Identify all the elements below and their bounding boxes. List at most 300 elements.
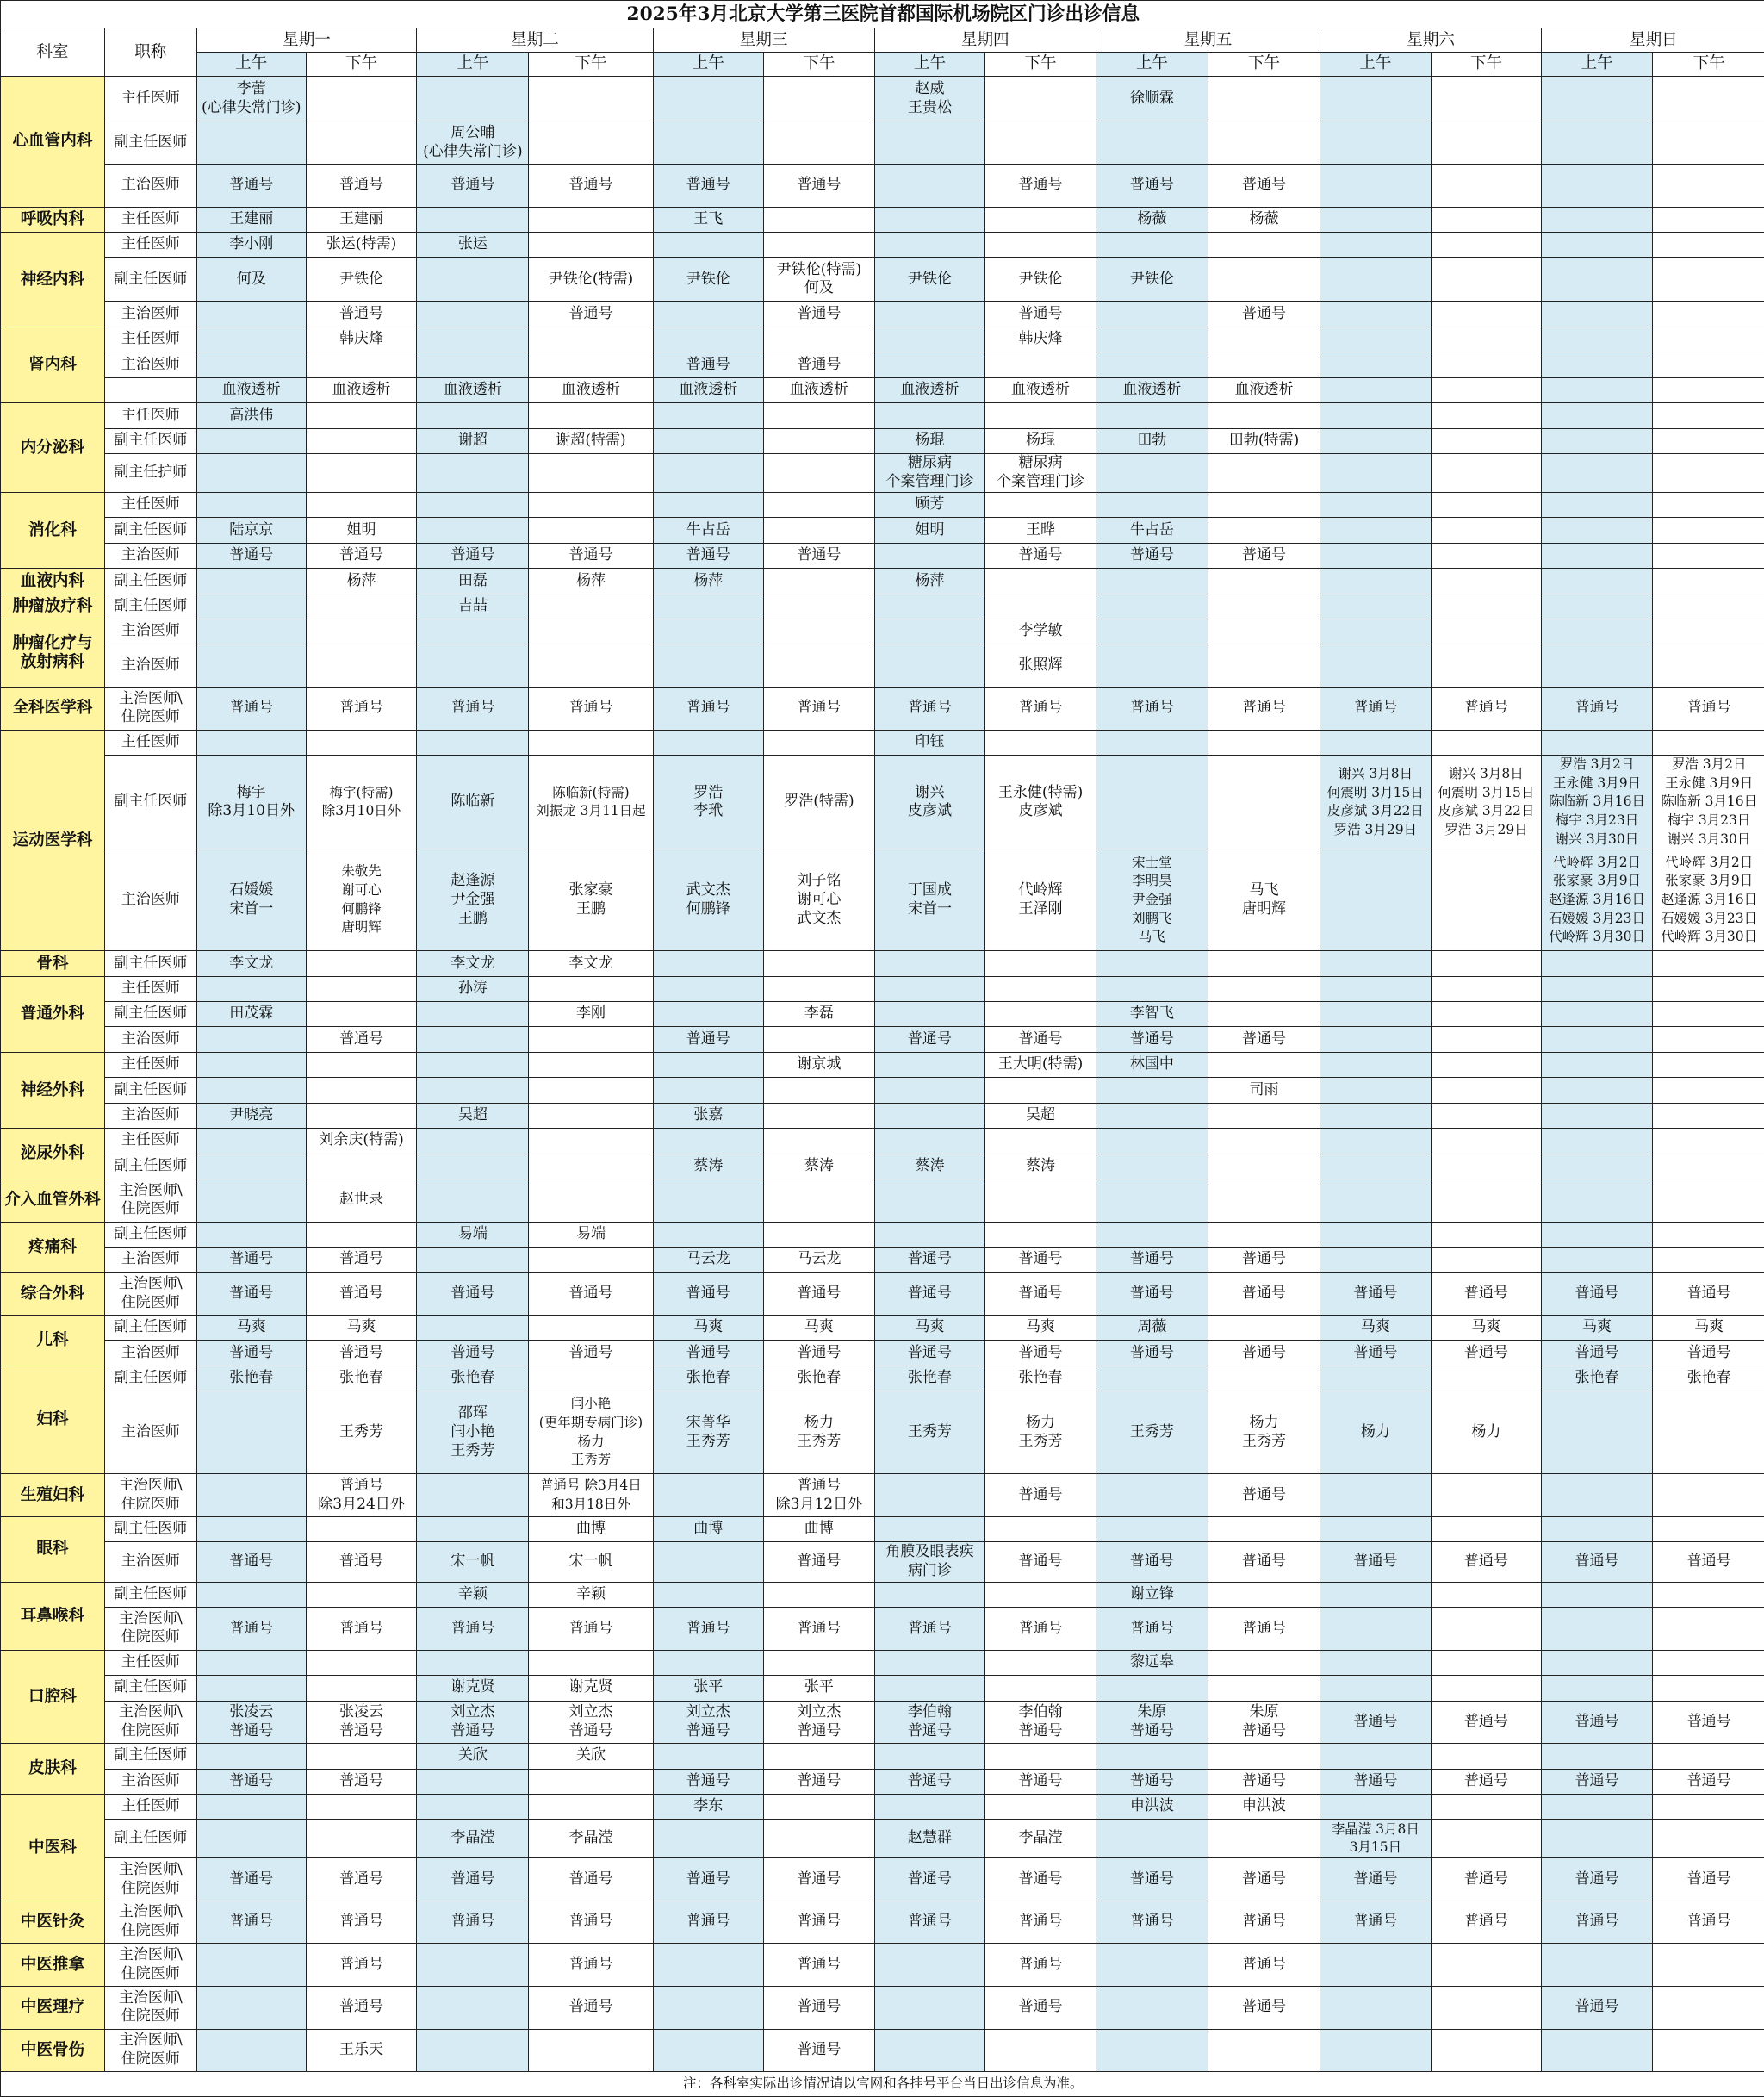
schedule-cell: [529, 2029, 653, 2072]
schedule-cell: [1431, 1027, 1542, 1052]
schedule-cell: [1096, 352, 1208, 377]
department-name: 眼科: [1, 1516, 105, 1582]
schedule-cell: 普通号 除3月24日外: [306, 1474, 417, 1517]
role-cell: 主治医师\ 住院医师: [104, 1179, 196, 1222]
schedule-cell: [985, 403, 1096, 428]
schedule-cell: [417, 1650, 529, 1675]
schedule-cell: [985, 1516, 1096, 1541]
schedule-row: [1, 951, 1764, 976]
role-cell: 副主任医师: [104, 428, 196, 453]
role-cell: 主任医师: [104, 327, 196, 352]
schedule-cell: 普通号: [306, 1858, 417, 1901]
schedule-cell: [1208, 352, 1320, 377]
schedule-cell: [417, 1944, 529, 1987]
schedule-cell: 尹铁伦(特需) 何及: [764, 258, 875, 302]
schedule-cell: 普通号: [1542, 1858, 1653, 1901]
schedule-cell: [985, 121, 1096, 165]
schedule-cell: 普通号: [1652, 1341, 1764, 1366]
schedule-cell: 普通号: [1096, 164, 1208, 207]
schedule-cell: [1652, 644, 1764, 688]
schedule-cell: 普通号: [1096, 1027, 1208, 1052]
schedule-cell: [306, 454, 417, 493]
schedule-cell: 田茂霖: [196, 1002, 306, 1027]
role-cell: 副主任医师: [104, 1002, 196, 1027]
schedule-cell: [1542, 518, 1653, 543]
schedule-cell: 普通号: [196, 688, 306, 731]
schedule-cell: [196, 1986, 306, 2029]
schedule-cell: [1320, 352, 1432, 377]
pm-header: 下午: [529, 52, 653, 76]
schedule-cell: [1096, 1366, 1208, 1391]
page-title: 2025年3月北京大学第三医院首都国际机场院区门诊出诊信息: [1, 1, 1764, 28]
schedule-cell: [417, 1129, 529, 1154]
schedule-cell: [874, 1103, 985, 1128]
schedule-cell: 马爽: [1542, 1315, 1653, 1340]
schedule-cell: [653, 1650, 764, 1675]
schedule-cell: 刘立杰 普通号: [653, 1701, 764, 1744]
schedule-cell: [1542, 1744, 1653, 1769]
schedule-cell: [196, 1944, 306, 1987]
schedule-cell: 周薇: [1096, 1315, 1208, 1340]
schedule-cell: [529, 1027, 653, 1052]
schedule-cell: 普通号: [1542, 1769, 1653, 1794]
schedule-cell: [874, 976, 985, 1001]
department-name: 神经外科: [1, 1052, 105, 1128]
schedule-cell: [653, 1986, 764, 2029]
schedule-cell: [874, 327, 985, 352]
schedule-cell: [1096, 232, 1208, 257]
role-cell: 主任医师: [104, 1794, 196, 1819]
schedule-cell: [764, 1103, 875, 1128]
schedule-cell: [874, 644, 985, 688]
schedule-cell: [985, 76, 1096, 121]
day-header: 星期六: [1320, 28, 1542, 52]
schedule-cell: [1208, 76, 1320, 121]
schedule-cell: [1320, 377, 1432, 402]
schedule-cell: [1542, 1154, 1653, 1179]
schedule-cell: [1652, 1744, 1764, 1769]
department-name: 儿科: [1, 1315, 105, 1366]
schedule-row: [1, 1103, 1764, 1128]
schedule-cell: 杨萍: [306, 569, 417, 594]
role-cell: 主任医师: [104, 730, 196, 755]
schedule-cell: 普通号: [1320, 1901, 1432, 1944]
schedule-cell: [196, 1078, 306, 1103]
schedule-cell: 普通号 除3月4日 和3月18日外: [529, 1474, 653, 1517]
schedule-cell: [1096, 644, 1208, 688]
day-header-row: [1, 28, 1764, 52]
schedule-cell: 普通号: [417, 1273, 529, 1316]
schedule-cell: [1096, 2029, 1208, 2072]
schedule-cell: [653, 594, 764, 619]
schedule-cell: 普通号: [306, 302, 417, 327]
schedule-cell: [874, 543, 985, 568]
schedule-cell: 张平: [764, 1676, 875, 1701]
schedule-row: [1, 1315, 1764, 1340]
schedule-cell: 张艳春: [874, 1366, 985, 1391]
schedule-cell: [529, 1247, 653, 1272]
schedule-cell: 普通号: [1652, 1858, 1764, 1901]
schedule-cell: 普通号: [653, 1769, 764, 1794]
schedule-cell: 普通号: [653, 164, 764, 207]
schedule-cell: [1542, 1474, 1653, 1517]
schedule-cell: [1320, 1002, 1432, 1027]
schedule-cell: [653, 730, 764, 755]
schedule-cell: [764, 403, 875, 428]
day-header: 星期三: [653, 28, 874, 52]
schedule-cell: 尹铁伦: [1096, 258, 1208, 302]
schedule-row: [1, 1129, 1764, 1154]
schedule-cell: 普通号: [1208, 164, 1320, 207]
schedule-cell: [1431, 327, 1542, 352]
schedule-row: [1, 1273, 1764, 1316]
am-header: 上午: [653, 52, 764, 76]
schedule-cell: [1652, 1154, 1764, 1179]
schedule-row: [1, 454, 1764, 493]
schedule-cell: [1431, 492, 1542, 517]
schedule-cell: 普通号: [874, 1027, 985, 1052]
role-cell: 主治医师: [104, 352, 196, 377]
schedule-cell: [653, 121, 764, 165]
schedule-cell: 张运(特需): [306, 232, 417, 257]
schedule-cell: 易端: [417, 1222, 529, 1247]
schedule-cell: [1208, 619, 1320, 644]
schedule-cell: [985, 594, 1096, 619]
schedule-cell: 刘余庆(特需): [306, 1129, 417, 1154]
schedule-cell: [1652, 1247, 1764, 1272]
schedule-cell: 普通号: [1652, 1273, 1764, 1316]
schedule-cell: [1208, 1002, 1320, 1027]
schedule-cell: 普通号: [985, 1858, 1096, 1901]
schedule-cell: 普通号: [306, 1608, 417, 1651]
schedule-cell: 普通号: [653, 1901, 764, 1944]
department-name: 运动医学科: [1, 730, 105, 951]
schedule-cell: 普通号: [1431, 1901, 1542, 1944]
schedule-cell: 普通号: [306, 1901, 417, 1944]
role-cell: 副主任医师: [104, 1222, 196, 1247]
schedule-cell: [985, 1078, 1096, 1103]
schedule-cell: [1542, 1650, 1653, 1675]
schedule-cell: [1320, 1986, 1432, 2029]
schedule-cell: [196, 619, 306, 644]
schedule-cell: 普通号: [1652, 1901, 1764, 1944]
schedule-cell: 普通号: [1652, 1701, 1764, 1744]
role-cell: 主治医师: [104, 1769, 196, 1794]
day-header: 星期二: [417, 28, 653, 52]
schedule-cell: [1542, 1002, 1653, 1027]
schedule-cell: 尹铁伦: [874, 258, 985, 302]
schedule-cell: [1652, 1608, 1764, 1651]
schedule-cell: [653, 619, 764, 644]
schedule-cell: [1208, 1222, 1320, 1247]
schedule-cell: 普通号: [1652, 688, 1764, 731]
schedule-cell: [417, 352, 529, 377]
schedule-row: [1, 688, 1764, 731]
schedule-cell: 张嘉: [653, 1103, 764, 1128]
schedule-cell: 马爽: [653, 1315, 764, 1340]
schedule-row: [1, 1474, 1764, 1517]
schedule-cell: 糖尿病 个案管理门诊: [874, 454, 985, 493]
schedule-cell: [1542, 543, 1653, 568]
schedule-cell: [1652, 619, 1764, 644]
schedule-cell: [1542, 1944, 1653, 1987]
schedule-cell: 普通号: [196, 1247, 306, 1272]
schedule-cell: [1320, 2029, 1432, 2072]
schedule-cell: [1096, 302, 1208, 327]
schedule-cell: 普通号: [1208, 1273, 1320, 1316]
role-cell: 副主任医师: [104, 518, 196, 543]
schedule-cell: 田勃(特需): [1208, 428, 1320, 453]
schedule-cell: 谢兴 3月8日 何震明 3月15日 皮彦斌 3月22日 罗浩 3月29日: [1320, 756, 1432, 849]
schedule-cell: 普通号: [196, 1901, 306, 1944]
schedule-row: [1, 428, 1764, 453]
schedule-cell: 罗浩(特需): [764, 756, 875, 849]
schedule-cell: [1320, 1650, 1432, 1675]
department-name: 耳鼻喉科: [1, 1582, 105, 1650]
schedule-cell: [1320, 164, 1432, 207]
schedule-cell: 谢超: [417, 428, 529, 453]
schedule-cell: 张艳春: [1542, 1366, 1653, 1391]
schedule-cell: [764, 594, 875, 619]
schedule-cell: 普通号: [764, 543, 875, 568]
schedule-cell: [874, 352, 985, 377]
schedule-cell: 普通号: [1431, 1769, 1542, 1794]
schedule-cell: [874, 302, 985, 327]
schedule-row: [1, 976, 1764, 1001]
schedule-cell: [1431, 1794, 1542, 1819]
schedule-cell: 普通号: [529, 1858, 653, 1901]
schedule-cell: 普通号: [764, 1608, 875, 1651]
schedule-cell: [1320, 1608, 1432, 1651]
role-cell: 副主任医师: [104, 951, 196, 976]
schedule-cell: [1096, 1676, 1208, 1701]
schedule-cell: [417, 1002, 529, 1027]
schedule-cell: [417, 403, 529, 428]
schedule-cell: 李晶滢: [529, 1820, 653, 1858]
schedule-cell: 普通号: [1096, 1608, 1208, 1651]
schedule-cell: [417, 1516, 529, 1541]
schedule-cell: 普通号: [417, 1901, 529, 1944]
schedule-cell: 普通号: [529, 1273, 653, 1316]
schedule-cell: [196, 428, 306, 453]
schedule-cell: [874, 1944, 985, 1987]
department-name: 骨科: [1, 951, 105, 976]
schedule-cell: 杨琨: [985, 428, 1096, 453]
schedule-cell: 李磊: [764, 1002, 875, 1027]
schedule-row: [1, 258, 1764, 302]
schedule-cell: 张艳春: [417, 1366, 529, 1391]
schedule-cell: 李晶滢 3月8日 3月15日: [1320, 1820, 1432, 1858]
schedule-cell: [196, 1222, 306, 1247]
schedule-cell: [1431, 1129, 1542, 1154]
role-cell: 主治医师: [104, 1542, 196, 1582]
schedule-cell: 易端: [529, 1222, 653, 1247]
schedule-cell: 普通号: [985, 1944, 1096, 1987]
schedule-cell: [1542, 1222, 1653, 1247]
schedule-cell: 血液透析: [417, 377, 529, 402]
schedule-cell: 普通号: [306, 688, 417, 731]
schedule-cell: [1431, 232, 1542, 257]
role-cell: 主治医师: [104, 619, 196, 644]
schedule-row: [1, 1542, 1764, 1582]
schedule-cell: [1542, 377, 1653, 402]
schedule-row: [1, 327, 1764, 352]
schedule-cell: 谢兴 3月8日 何震明 3月15日 皮彦斌 3月22日 罗浩 3月29日: [1431, 756, 1542, 849]
schedule-cell: 普通号: [1096, 543, 1208, 568]
schedule-cell: 普通号: [985, 1273, 1096, 1316]
schedule-cell: [306, 428, 417, 453]
schedule-cell: [874, 2029, 985, 2072]
schedule-cell: [764, 207, 875, 232]
schedule-cell: 田磊: [417, 569, 529, 594]
schedule-row: [1, 518, 1764, 543]
schedule-row: [1, 1858, 1764, 1901]
schedule-cell: [764, 76, 875, 121]
schedule-row: [1, 1078, 1764, 1103]
schedule-cell: [196, 1794, 306, 1819]
schedule-cell: [417, 76, 529, 121]
schedule-cell: 刘立杰 普通号: [417, 1701, 529, 1744]
schedule-cell: [1208, 1676, 1320, 1701]
schedule-cell: 普通号: [1096, 1542, 1208, 1582]
schedule-cell: [1542, 1078, 1653, 1103]
schedule-cell: 普通号: [1542, 1273, 1653, 1316]
schedule-cell: 杨力 王秀芳: [1208, 1391, 1320, 1474]
schedule-cell: [1431, 1820, 1542, 1858]
schedule-cell: [874, 207, 985, 232]
role-cell: 主治医师\ 住院医师: [104, 1858, 196, 1901]
schedule-cell: 普通号: [529, 1341, 653, 1366]
schedule-cell: [196, 1650, 306, 1675]
role-cell: 主治医师: [104, 164, 196, 207]
schedule-cell: 普通号: [985, 164, 1096, 207]
schedule-cell: [1542, 207, 1653, 232]
role-cell: 主治医师: [104, 1103, 196, 1128]
schedule-cell: 吉喆: [417, 594, 529, 619]
schedule-cell: 普通号: [985, 1769, 1096, 1794]
schedule-cell: [874, 1474, 985, 1517]
schedule-cell: [1431, 76, 1542, 121]
schedule-cell: 赵逢源 尹金强 王鹏: [417, 849, 529, 951]
schedule-cell: [417, 1315, 529, 1340]
schedule-cell: 普通号: [985, 1027, 1096, 1052]
schedule-cell: [196, 1391, 306, 1474]
dept-header: 科室: [1, 28, 105, 76]
schedule-cell: 普通号: [985, 1608, 1096, 1651]
schedule-cell: 普通号: [1542, 688, 1653, 731]
role-cell: 主治医师\ 住院医师: [104, 1901, 196, 1944]
schedule-cell: [1096, 1078, 1208, 1103]
schedule-cell: 普通号: [1431, 688, 1542, 731]
schedule-cell: [1652, 1820, 1764, 1858]
schedule-cell: [874, 1052, 985, 1077]
role-cell: 主治医师\ 住院医师: [104, 1944, 196, 1987]
footnote: 注：各科室实际出诊情况请以官网和各挂号平台当日出诊信息为准。: [1, 2072, 1764, 2097]
schedule-cell: 血液透析: [653, 377, 764, 402]
schedule-cell: [1320, 1179, 1432, 1222]
schedule-row: [1, 1986, 1764, 2029]
schedule-cell: 普通号: [306, 1273, 417, 1316]
schedule-cell: [653, 1582, 764, 1607]
schedule-cell: [1652, 2029, 1764, 2072]
schedule-cell: [764, 518, 875, 543]
department-name: 内分泌科: [1, 403, 105, 493]
schedule-cell: [1096, 1474, 1208, 1517]
schedule-cell: 普通号: [1208, 1247, 1320, 1272]
schedule-cell: 吴超: [985, 1103, 1096, 1128]
schedule-cell: [196, 302, 306, 327]
schedule-cell: 普通号: [874, 688, 985, 731]
schedule-cell: [1096, 1154, 1208, 1179]
schedule-cell: [196, 1154, 306, 1179]
schedule-cell: [1431, 951, 1542, 976]
schedule-cell: [1652, 454, 1764, 493]
pm-header: 下午: [1431, 52, 1542, 76]
role-cell: 主任医师: [104, 492, 196, 517]
department-name: 泌尿外科: [1, 1129, 105, 1179]
schedule-cell: [874, 164, 985, 207]
schedule-cell: 马爽: [306, 1315, 417, 1340]
schedule-cell: [417, 492, 529, 517]
am-header: 上午: [196, 52, 306, 76]
department-name: 综合外科: [1, 1273, 105, 1316]
schedule-cell: [1096, 1179, 1208, 1222]
schedule-cell: [874, 1179, 985, 1222]
schedule-cell: 普通号: [985, 688, 1096, 731]
schedule-cell: [1652, 951, 1764, 976]
schedule-cell: 杨力 王秀芳: [985, 1391, 1096, 1474]
schedule-row: [1, 644, 1764, 688]
schedule-cell: [1208, 1744, 1320, 1769]
schedule-cell: [306, 1650, 417, 1675]
schedule-cell: [306, 1103, 417, 1128]
schedule-cell: 普通号: [1652, 1542, 1764, 1582]
schedule-cell: [1208, 121, 1320, 165]
schedule-cell: [196, 1052, 306, 1077]
schedule-cell: 王乐天: [306, 2029, 417, 2072]
department-name: 肿瘤化疗与 放射病科: [1, 619, 105, 688]
schedule-cell: 普通号: [417, 1858, 529, 1901]
schedule-cell: [1320, 492, 1432, 517]
schedule-cell: 普通号: [1320, 1542, 1432, 1582]
schedule-cell: 普通号: [1320, 1341, 1432, 1366]
schedule-cell: 杨力 王秀芳: [764, 1391, 875, 1474]
schedule-cell: 罗浩 3月2日 王永健 3月9日 陈临新 3月16日 梅宇 3月23日 谢兴 3月30日: [1542, 756, 1653, 849]
role-cell: 主治医师\ 住院医师: [104, 1701, 196, 1744]
schedule-cell: 李小刚: [196, 232, 306, 257]
schedule-cell: 张艳春: [196, 1366, 306, 1391]
schedule-cell: [1431, 1608, 1542, 1651]
schedule-cell: [653, 1474, 764, 1517]
am-header: 上午: [874, 52, 985, 76]
role-cell: 副主任医师: [104, 756, 196, 849]
schedule-cell: [764, 1078, 875, 1103]
schedule-cell: 普通号: [306, 1341, 417, 1366]
schedule-cell: 黎远皋: [1096, 1650, 1208, 1675]
schedule-cell: [1542, 403, 1653, 428]
schedule-cell: [417, 1027, 529, 1052]
department-name: 妇科: [1, 1366, 105, 1473]
schedule-cell: [1320, 1103, 1432, 1128]
schedule-cell: [417, 1474, 529, 1517]
schedule-cell: 普通号: [1096, 1858, 1208, 1901]
schedule-cell: [529, 1650, 653, 1675]
schedule-cell: 普通号: [529, 543, 653, 568]
schedule-cell: [985, 1676, 1096, 1701]
schedule-cell: [306, 1516, 417, 1541]
schedule-cell: 普通号: [1208, 1944, 1320, 1987]
schedule-cell: 普通号: [1208, 1858, 1320, 1901]
